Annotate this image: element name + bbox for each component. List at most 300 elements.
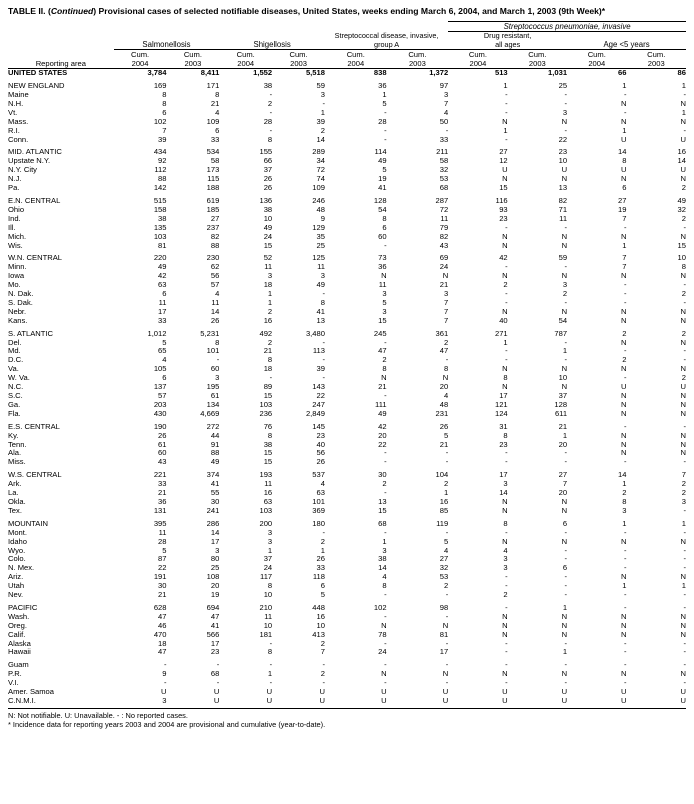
row-cell: N <box>621 408 627 418</box>
row-cell: U <box>680 687 686 697</box>
row-cell: 8 <box>215 90 220 99</box>
row-cell: 137 <box>153 382 167 392</box>
row-cell: 143 <box>312 382 325 392</box>
row-cell: 63 <box>158 280 167 290</box>
row-area-label: PACIFIC <box>8 602 38 612</box>
row-cell: 14 <box>210 306 220 316</box>
row-cell: 39 <box>316 116 325 126</box>
row-area-label: Md. <box>8 346 21 356</box>
table-row <box>8 127 686 136</box>
row-cell: N <box>502 364 508 374</box>
row-cell: 42 <box>158 271 167 281</box>
row-cell: 169 <box>153 81 167 91</box>
row-cell: 2 <box>443 479 449 489</box>
row-cell: - <box>623 590 627 600</box>
row-cell: N <box>561 240 568 250</box>
row-cell: 113 <box>312 346 325 356</box>
row-cell: 8 <box>267 647 273 657</box>
row-cell: 33 <box>439 134 449 144</box>
row-cell: 374 <box>206 470 220 480</box>
row-cell: 23 <box>499 213 508 223</box>
row-cell: U <box>680 696 686 705</box>
row-cell: N <box>561 611 568 621</box>
row-cell: 10 <box>677 253 686 263</box>
row-area-label: Mich. <box>8 231 27 241</box>
row-area-label: Kans. <box>8 315 28 325</box>
row-cell: N <box>381 271 387 281</box>
row-cell: 210 <box>259 602 273 612</box>
row-area-label: Wyo. <box>8 545 26 555</box>
row-cell: N <box>561 620 568 630</box>
row-cell: - <box>505 297 508 307</box>
row-cell: U <box>502 165 508 175</box>
table-row <box>8 591 686 600</box>
row-cell: N <box>621 391 627 400</box>
row-cell: 1 <box>562 346 568 356</box>
row-cell: 3 <box>267 527 273 537</box>
row-cell: 4,669 <box>200 408 220 418</box>
table-row <box>8 564 686 573</box>
row-cell: 82 <box>439 231 449 241</box>
row-cell: - <box>683 505 686 515</box>
row-cell: 203 <box>153 399 167 409</box>
row-cell: U <box>502 687 508 697</box>
row-area-label: Mont. <box>8 527 27 537</box>
row-cell: 8 <box>622 156 627 166</box>
header-row-groups <box>8 32 686 50</box>
row-cell: 33 <box>158 315 167 325</box>
row-cell: U <box>561 687 568 697</box>
row-cell: 49 <box>316 280 325 290</box>
table-row <box>8 582 686 591</box>
row-cell: 11 <box>211 297 220 307</box>
title-main: ) Provisional cases of selected notifiable diseases, United States, weeks ending March 6, 2004, and March 1, 2003 (9th Week)* <box>93 6 606 16</box>
row-cell: 46 <box>158 620 167 630</box>
row-cell: 27 <box>210 213 220 223</box>
row-cell: 26 <box>316 457 325 467</box>
row-cell: 88 <box>158 174 167 184</box>
row-cell: 43 <box>439 240 449 250</box>
row-area-label: Pa. <box>8 183 20 193</box>
row-area-label: Upstate N.Y. <box>8 156 51 166</box>
row-cell: 117 <box>260 572 273 582</box>
title-prefix: TABLE II. ( <box>8 6 51 16</box>
row-cell: 8 <box>215 337 220 347</box>
row-cell: 81 <box>439 629 449 639</box>
row-cell: 8 <box>443 364 449 374</box>
row-cell: - <box>623 638 627 648</box>
row-area-label: Vt. <box>8 107 18 117</box>
row-cell: 7 <box>681 470 686 480</box>
row-cell: 66 <box>618 68 627 78</box>
row-cell: 11 <box>264 611 273 621</box>
row-cell: - <box>384 391 387 400</box>
row-cell: - <box>384 678 387 688</box>
row-cell: 56 <box>316 448 325 458</box>
table-row <box>8 449 686 458</box>
table-row <box>8 339 686 348</box>
row-cell: U <box>442 687 449 697</box>
row-cell: N <box>561 505 568 515</box>
row-cell: 22 <box>316 391 325 400</box>
row-cell: U <box>621 696 627 705</box>
row-cell: 1 <box>622 81 627 91</box>
row-cell: 33 <box>158 479 167 489</box>
row-cell: 1 <box>622 240 627 250</box>
table-row <box>8 206 686 215</box>
row-cell: 7 <box>622 213 627 223</box>
row-cell: 220 <box>153 253 167 263</box>
row-cell: 10 <box>558 156 568 166</box>
row-cell: N <box>442 669 449 679</box>
row-cell: 21 <box>210 98 220 108</box>
row-cell: N <box>621 174 627 184</box>
row-cell: N <box>680 98 686 108</box>
row-cell: 32 <box>677 204 686 214</box>
row-cell: 10 <box>263 213 273 223</box>
row-cell: 8,411 <box>200 68 220 78</box>
table-row <box>8 392 686 401</box>
row-cell: 11 <box>559 213 568 223</box>
row-cell: - <box>505 572 508 582</box>
row-cell: U <box>621 165 627 175</box>
row-area-label: S. ATLANTIC <box>8 328 54 338</box>
row-cell: N <box>680 536 686 546</box>
table-row <box>8 317 686 326</box>
row-area-label: MID. ATLANTIC <box>8 147 62 157</box>
row-cell: 93 <box>499 204 508 214</box>
row-cell: 155 <box>259 147 273 157</box>
row-cell: 78 <box>378 629 387 639</box>
row-cell: 39 <box>316 364 325 374</box>
row-cell: 395 <box>153 518 167 528</box>
row-cell: 287 <box>435 195 449 205</box>
row-cell: - <box>216 355 220 365</box>
row-cell: 3 <box>681 496 686 506</box>
row-cell: - <box>269 90 273 99</box>
row-cell: N <box>621 98 627 108</box>
table-row <box>8 640 686 649</box>
row-cell: - <box>564 581 568 591</box>
row-cell: 7 <box>443 297 449 307</box>
row-cell: 470 <box>153 629 167 639</box>
row-cell: 82 <box>210 231 220 241</box>
row-cell: 5 <box>382 98 387 108</box>
table-row <box>8 555 686 564</box>
row-cell: - <box>623 90 627 99</box>
row-cell: 8 <box>382 364 387 374</box>
row-cell: U <box>381 696 387 705</box>
row-cell: 112 <box>154 165 167 175</box>
row-cell: N <box>680 611 686 621</box>
row-cell: 32 <box>439 563 449 573</box>
row-cell: 12 <box>499 156 508 166</box>
row-cell: 36 <box>158 496 167 506</box>
row-area-label: Guam <box>8 660 29 670</box>
row-cell: 8 <box>382 213 387 223</box>
row-cell: 26 <box>439 421 449 431</box>
row-cell: - <box>564 297 568 307</box>
row-cell: 16 <box>439 496 449 506</box>
row-cell: U <box>161 687 167 697</box>
row-cell: - <box>623 647 627 657</box>
row-cell: 10 <box>263 590 273 600</box>
row-cell: 9 <box>162 669 167 679</box>
row-cell: 135 <box>153 222 167 232</box>
row-cell: - <box>683 678 686 688</box>
row-cell: - <box>564 355 568 365</box>
row-cell: - <box>505 289 508 299</box>
row-cell: 22 <box>158 563 167 573</box>
row-cell: 88 <box>210 240 220 250</box>
group-drug-resistant <box>448 32 567 50</box>
row-cell: 1 <box>382 536 387 546</box>
row-area-label: N.C. <box>8 382 24 392</box>
row-area-label: W. Va. <box>8 373 30 383</box>
row-cell: 515 <box>153 195 167 205</box>
row-cell: N <box>621 231 627 241</box>
row-cell: 27 <box>499 147 508 157</box>
row-cell: 628 <box>153 602 167 612</box>
row-cell: 245 <box>373 328 387 338</box>
row-cell: - <box>445 355 449 365</box>
row-cell: N <box>621 315 627 325</box>
table-row <box>8 529 686 538</box>
row-area-label: Va. <box>8 364 19 374</box>
row-area-label: Calif. <box>8 629 26 639</box>
row-cell: 121 <box>494 399 508 409</box>
row-area-label: W.N. CENTRAL <box>8 253 63 263</box>
footnote-star: * Incidence data for reporting years 2003 and 2004 are provisional and cumulative (year-to-date). <box>8 720 326 730</box>
row-cell: 68 <box>210 669 220 679</box>
row-cell: - <box>269 125 273 135</box>
row-cell: 101 <box>312 496 325 506</box>
row-cell: 619 <box>206 195 220 205</box>
row-cell: N <box>561 231 568 241</box>
row-cell: - <box>683 527 686 537</box>
row-cell: N <box>680 572 686 582</box>
row-cell: 5,231 <box>200 328 220 338</box>
table-row <box>8 613 686 622</box>
row-cell: 48 <box>316 204 325 214</box>
row-area-label: Maine <box>8 90 29 99</box>
row-cell: N <box>621 536 627 546</box>
row-cell: 3,784 <box>147 68 167 78</box>
row-cell: - <box>564 554 568 564</box>
row-cell: 6 <box>382 222 387 232</box>
row-cell: 21 <box>439 280 449 290</box>
table-row <box>8 272 686 281</box>
table-row <box>8 233 686 242</box>
row-cell: 534 <box>206 147 220 157</box>
row-cell: 241 <box>206 505 220 515</box>
row-cell: 2 <box>681 183 686 193</box>
table-row <box>8 688 686 697</box>
row-cell: 37 <box>263 554 273 564</box>
row-cell: - <box>163 660 167 670</box>
row-cell: U <box>213 687 220 697</box>
row-cell: 15 <box>263 448 273 458</box>
table-row <box>8 538 686 547</box>
row-area-label: N.J. <box>8 174 22 184</box>
row-cell: - <box>683 346 686 356</box>
row-cell: 2 <box>622 328 627 338</box>
row-cell: 20 <box>558 439 568 449</box>
row-cell: 38 <box>263 81 273 91</box>
row-cell: 13 <box>558 183 568 193</box>
row-cell: 27 <box>558 470 568 480</box>
row-cell: 32 <box>439 165 449 175</box>
row-cell: 171 <box>206 81 220 91</box>
row-cell: 17 <box>158 306 167 316</box>
row-cell: N <box>621 306 627 316</box>
row-cell: 3 <box>382 289 387 299</box>
row-cell: 158 <box>153 204 167 214</box>
row-cell: N <box>381 373 387 383</box>
row-cell: - <box>384 590 387 600</box>
row-cell: 4 <box>443 107 449 117</box>
table-row <box>8 215 686 224</box>
row-cell: 173 <box>206 165 220 175</box>
row-cell: 22 <box>558 134 568 144</box>
row-cell: 20 <box>439 382 449 392</box>
row-cell: 1 <box>681 107 686 117</box>
row-cell: 15 <box>263 391 273 400</box>
row-cell: 21 <box>158 488 167 498</box>
row-cell: 86 <box>677 68 686 78</box>
footnote-legend: N: Not notifiable. U: Unavailable. - : No reported cases. <box>8 710 188 720</box>
row-cell: 1,552 <box>253 68 273 78</box>
row-cell: - <box>683 602 686 612</box>
row-cell: N <box>680 306 686 316</box>
row-cell: - <box>384 240 387 250</box>
row-cell: 271 <box>494 328 508 338</box>
row-cell: - <box>269 678 273 688</box>
row-cell: 1 <box>681 81 686 91</box>
row-cell: 3 <box>382 306 387 316</box>
row-cell: - <box>505 107 508 117</box>
row-cell: U <box>561 165 568 175</box>
row-cell: 49 <box>210 457 220 467</box>
row-cell: 81 <box>158 240 167 250</box>
row-cell: 6 <box>562 518 568 528</box>
row-cell: 5 <box>443 430 449 440</box>
row-cell: 71 <box>558 204 568 214</box>
row-cell: N <box>561 382 568 392</box>
row-cell: 10 <box>558 373 568 383</box>
row-cell: 38 <box>263 439 273 449</box>
row-cell: U <box>502 696 508 705</box>
row-cell: 1 <box>681 518 686 528</box>
row-cell: U <box>213 696 220 705</box>
row-cell: 1 <box>562 430 568 440</box>
row-cell: 25 <box>210 563 220 573</box>
row-cell: 58 <box>210 156 220 166</box>
table-row <box>8 471 686 480</box>
row-cell: N <box>621 337 627 347</box>
row-cell: N <box>621 572 627 582</box>
row-cell: 128 <box>554 399 568 409</box>
row-cell: N <box>442 620 449 630</box>
row-area-label: Hawaii <box>8 647 31 657</box>
row-cell: N <box>680 391 686 400</box>
row-cell: - <box>505 98 508 108</box>
row-cell: 11 <box>317 262 325 272</box>
row-cell: 11 <box>440 213 449 223</box>
row-cell: - <box>322 373 325 383</box>
table-row <box>8 347 686 356</box>
table-row <box>8 69 686 78</box>
row-cell: 26 <box>210 315 220 325</box>
row-cell: N <box>502 174 508 184</box>
row-cell: - <box>445 125 449 135</box>
table-row <box>8 507 686 516</box>
row-cell: - <box>445 678 449 688</box>
row-cell: 1 <box>267 297 273 307</box>
row-cell: N <box>621 399 627 409</box>
row-cell: U <box>319 696 325 705</box>
row-cell: 103 <box>153 231 167 241</box>
row-cell: 33 <box>316 563 325 573</box>
row-cell: 62 <box>210 262 220 272</box>
row-cell: 23 <box>499 439 508 449</box>
row-cell: 82 <box>558 195 568 205</box>
row-area-label: E.S. CENTRAL <box>8 421 60 431</box>
row-cell: 6 <box>320 581 325 591</box>
row-cell: 3 <box>503 563 508 573</box>
row-area-label: Nev. <box>8 590 24 600</box>
row-cell: N <box>502 611 508 621</box>
row-cell: - <box>384 638 387 648</box>
row-cell: 272 <box>206 421 220 431</box>
page-title <box>0 0 694 17</box>
drug-resistant-line1: Drug resistant, <box>483 31 532 40</box>
row-area-label: Ill. <box>8 222 16 232</box>
row-cell: 56 <box>210 271 220 281</box>
col-drug-2003: Cum. 2003 <box>528 50 547 69</box>
row-cell: 14 <box>210 527 220 537</box>
row-cell: 1 <box>320 107 325 117</box>
row-cell: 16 <box>677 147 686 157</box>
row-cell: - <box>445 660 449 670</box>
row-cell: - <box>505 262 508 272</box>
row-cell: 3 <box>562 107 568 117</box>
row-cell: 24 <box>263 563 273 573</box>
row-cell: 19 <box>210 590 220 600</box>
row-cell: 92 <box>158 156 167 166</box>
table-row <box>8 82 686 91</box>
row-cell: - <box>505 581 508 591</box>
group-strep-pneumo: Streptococcus pneumoniae, invasive <box>448 22 686 32</box>
row-area-label: Wash. <box>8 611 30 621</box>
row-cell: 34 <box>316 156 325 166</box>
row-cell: 111 <box>375 399 387 409</box>
row-cell: 40 <box>499 315 508 325</box>
row-cell: 119 <box>436 518 449 528</box>
row-cell: 131 <box>153 505 167 515</box>
col-age5-2003: Cum. 2003 <box>647 50 666 69</box>
row-cell: - <box>564 222 568 232</box>
notifiable-diseases-table <box>8 21 686 706</box>
row-cell: N <box>561 116 568 126</box>
row-cell: 3 <box>443 90 449 99</box>
row-cell: - <box>322 98 325 108</box>
row-cell: - <box>269 660 273 670</box>
table-row <box>8 263 686 272</box>
row-cell: 8 <box>162 90 167 99</box>
table-row <box>8 166 686 175</box>
row-cell: 231 <box>435 408 449 418</box>
